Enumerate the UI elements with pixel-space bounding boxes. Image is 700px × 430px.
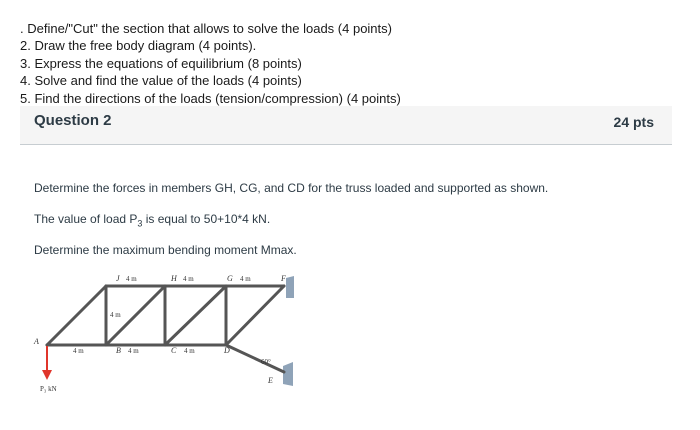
top-dim-label: 4 m [126,275,137,283]
question-text-load [34,212,270,228]
member-df [226,286,284,345]
instructions-list [20,20,401,107]
angle-label: 60° [261,358,271,366]
load-text-subscript: 3 [137,218,143,229]
instruction-item: 3. Express the equations of equilibrium (8 points) [20,55,302,71]
load-text-suffix: is equal to 50+10*4 kN. [142,212,271,226]
wall-support-top [286,276,294,298]
node-label-b: B [116,346,121,355]
load-label: P₃ kN [40,385,57,393]
node-label-f: F [281,274,286,283]
member-aj [47,286,106,345]
truss-diagram [30,266,310,406]
instruction-item: 5. Find the directions of the loads (tension/compression) (4 points) [20,90,401,106]
bottom-dim-label: 4 m [128,347,139,355]
question-text-forces: Determine the forces in members GH, CG, and CD for the truss loaded and supported as shown. [34,181,549,195]
question-points: 24 pts [613,114,654,130]
bottom-dim-label: 4 m [184,347,195,355]
load-arrow [42,346,52,380]
top-dim-label: 4 m [240,275,251,283]
member-de [226,345,284,372]
load-text-prefix: The value of load P [34,212,138,226]
question-header [20,106,672,145]
instruction-item: 2. Draw the free body diagram (4 points). [20,38,257,54]
node-label-c: C [171,346,177,355]
instruction-item: . Define/"Cut" the section that allows to solve the loads (4 points) [20,21,392,36]
instruction-item: 4. Solve and find the value of the loads (4 points) [20,73,302,89]
node-label-g: G [227,274,233,283]
top-dim-label: 4 m [183,275,194,283]
wall-support-bottom [283,362,293,386]
member-cg [165,286,226,345]
node-label-d: D [224,346,230,355]
height-dim-label: 4 m [110,311,121,319]
node-label-a: A [34,337,39,346]
bottom-dim-label: 4 m [73,347,84,355]
question-text-moment: Determine the maximum bending moment Mmax. [34,243,297,257]
truss-members [47,286,284,372]
question-title: Question 2 [34,112,112,129]
node-label-j: J [116,274,120,283]
node-label-h: H [171,274,177,283]
node-label-e: E [268,376,273,385]
